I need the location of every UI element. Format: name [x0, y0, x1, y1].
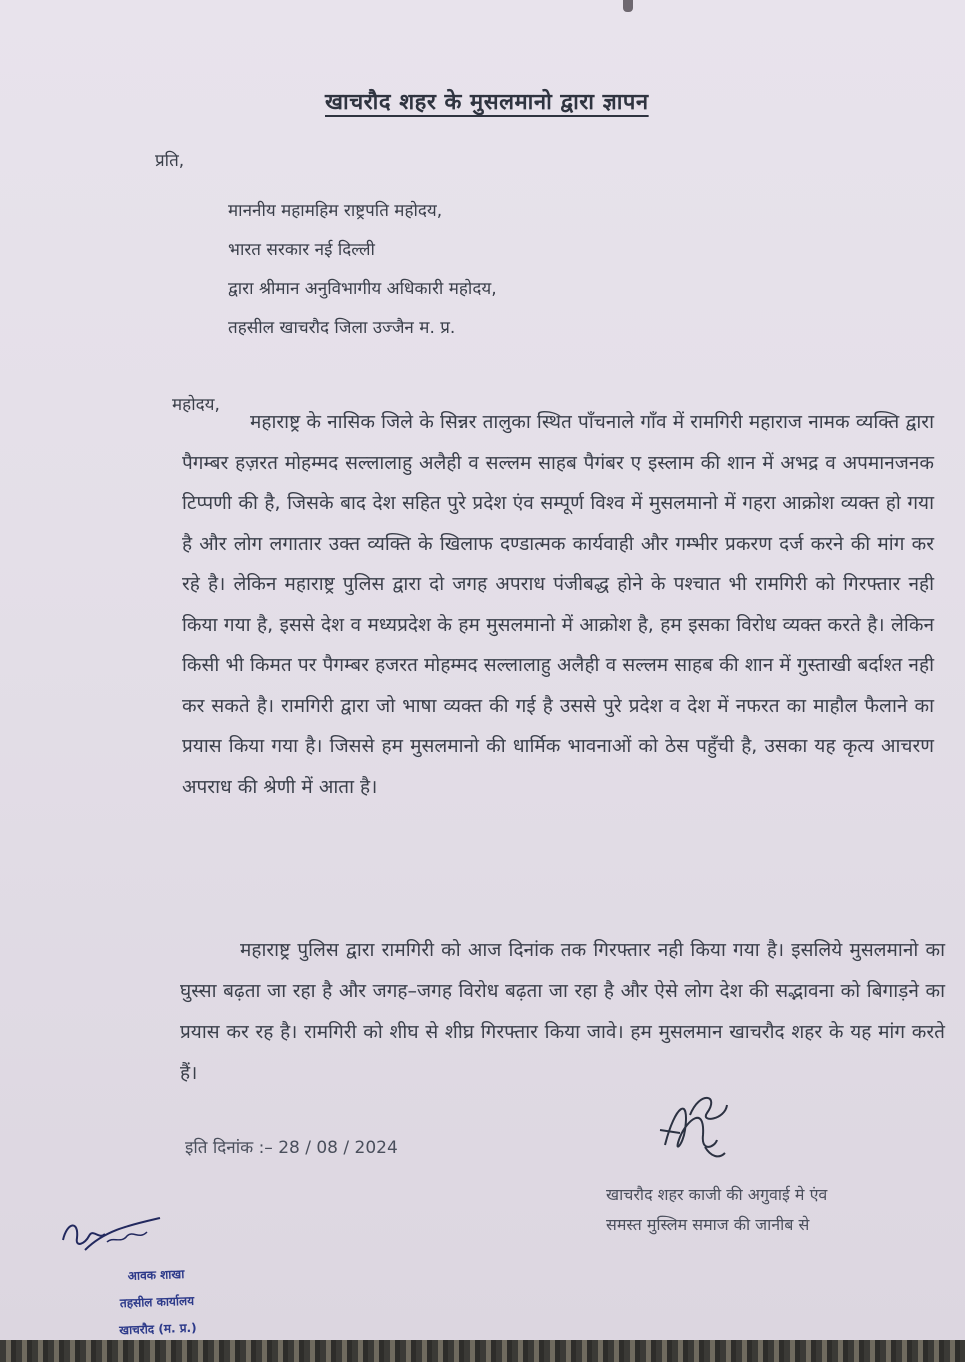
signature-image — [645, 1085, 735, 1170]
signatory-line-1: खाचरौद शहर काजी की अगुवाई मे एंव — [606, 1185, 828, 1204]
receipt-signature-image — [55, 1200, 165, 1265]
body-paragraph-1: महाराष्ट्र के नासिक जिले के सिन्नर तालुका स्थित पाँचनाले गाँव में रामगिरी महाराज नामक व्यक्ति द्वारा पैगम्बर हज़रत मोहम्मद सल्लालाहु अलैही व सल्लम साहब पैगंबर ए इस्लाम की शान में अभद्र व अपमानजनक टिप्पणी की है, जिसके बाद देश सहित पुरे प्रदेश एंव सम्पूर्ण विश्व में मुसलमानो में गहरा आक्रोश व्यक्त हो गया है और लोग लगातार उक्त व्यक्ति के खिलाफ दण्डात्मक कार्यवाही और गम्भीर प्रकरण दर्ज करने की मांग कर रहे है। लेकिन महाराष्ट्र पुलिस द्वारा दो जगह अपराध पंजीबद्ध होने के पश्चात भी रामगिरी को गिरफ्तार नही किया गया है, इससे देश व मध्यप्रदेश के हम मुसलमानो में आक्रोश है, हम इसका विरोध व्यक्त करते है। लेकिन किसी भी किमत पर पैगम्बर हजरत मोहम्मद सल्लालाहु अलैही व सल्लम साहब की शान में गुस्ताखी बर्दाश्त नही कर सकते है। रामगिरी द्वारा जो भाषा व्यक्त की गई है उससे पुरे प्रदेश व देश में नफरत का माहौल फैलाने का प्रयास किया गया है। जिससे हम मुसलमानो की धार्मिक भावनाओं को ठेस पहुँची है, उसका यह कृत्य आचरण अपराध की श्रेणी में आता है। — [182, 411, 934, 798]
date-line: इति दिनांक :– 28 / 08 / 2024 — [185, 1138, 398, 1158]
stamp-line-3: खाचरौद (म. प्र.) — [119, 1320, 197, 1338]
stamp-line-1: आवक शाखा — [127, 1267, 185, 1283]
address-line-2: भारत सरकार नई दिल्ली — [228, 240, 375, 260]
body-paragraph-2: महाराष्ट्र पुलिस द्वारा रामगिरी को आज दिनांक तक गिरफ्तार नही किया गया है। इसलिये मुसलमानो का घुस्सा बढ़ता जा रहा है और जगह–जगह विरोध बढ़ता जा रहा है और ऐसे लोग देश की सद्भावना को बिगाड़ने का प्रयास कर रह है। रामगिरी को शीघ से शीघ्र गिरफ्तार किया जावे। हम मुसलमान खाचरौद शहर के यह मांग करते हैं। — [180, 939, 945, 1084]
address-line-1: माननीय महामहिम राष्ट्रपति महोदय, — [228, 201, 443, 221]
salutation: महोदय, — [172, 395, 220, 415]
signatory-line-2: समस्त मुस्लिम समाज की जानीब से — [606, 1215, 810, 1234]
signatory-block — [606, 1180, 827, 1240]
background-strip — [0, 1340, 965, 1362]
pin-mark — [623, 0, 633, 12]
prati-label: प्रति, — [155, 151, 185, 171]
document-title: खाचरौद शहर के मुसलमानो द्वारा ज्ञापन — [325, 90, 649, 115]
address-line-3: द्वारा श्रीमान अनुविभागीय अधिकारी महोदय, — [228, 279, 497, 299]
office-stamp — [81, 1259, 234, 1345]
address-line-4: तहसील खाचरौद जिला उज्जैन म. प्र. — [228, 318, 456, 338]
stamp-line-2: तहसील कार्यालय — [119, 1293, 195, 1311]
